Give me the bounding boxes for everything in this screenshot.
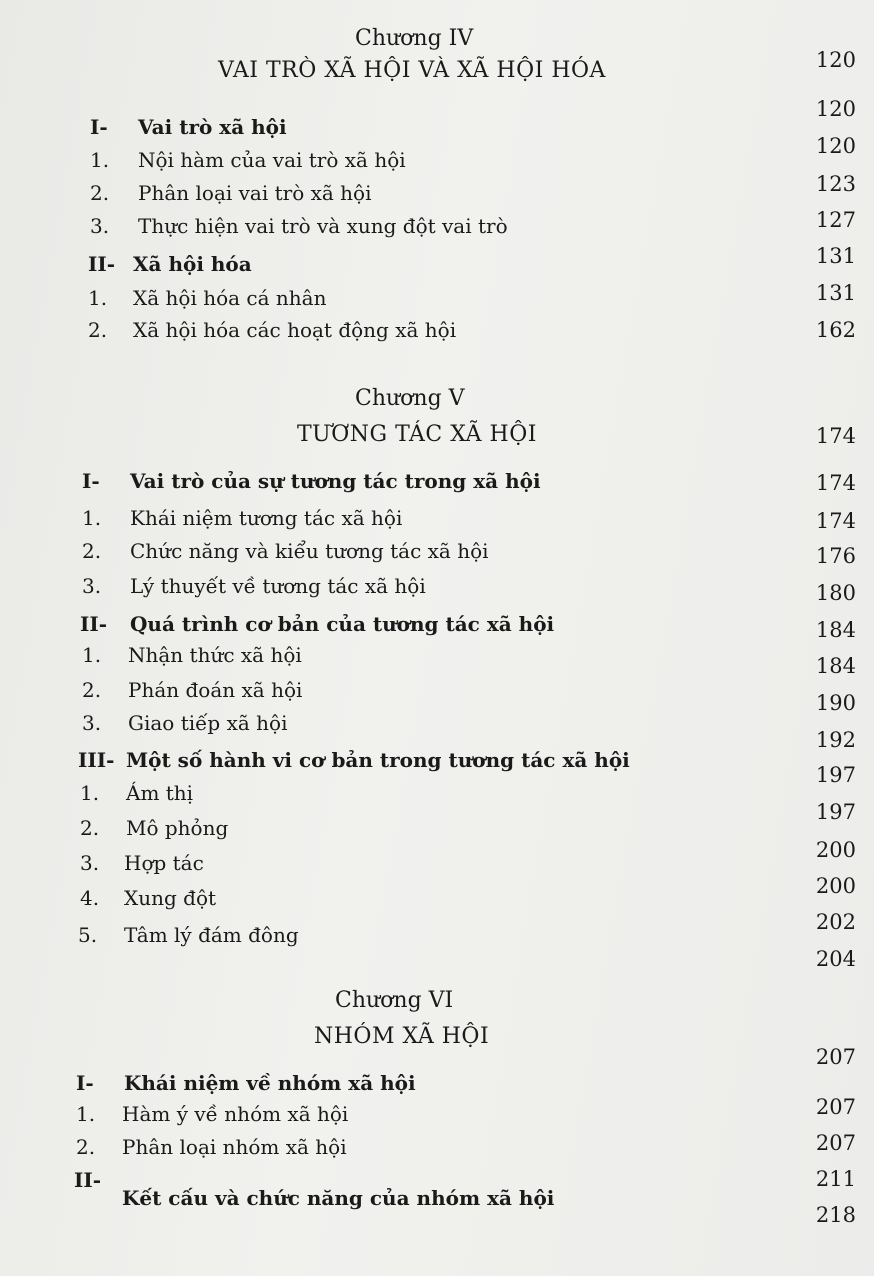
toc-entry-page: 184 xyxy=(815,654,856,678)
toc-entry-num: 2. xyxy=(80,816,100,840)
toc-entry-num: 2. xyxy=(88,318,108,342)
toc-entry-page: 120 xyxy=(815,97,856,121)
toc-entry-page: 127 xyxy=(815,208,856,232)
toc-entry-text: Một số hành vi cơ bản trong tương tác xã hội xyxy=(126,748,630,772)
toc-entry-num: III- xyxy=(78,748,115,772)
toc-entry-text: Hàm ý về nhóm xã hội xyxy=(122,1102,349,1126)
toc-entry-page: 204 xyxy=(815,947,856,971)
toc-entry-num: 3. xyxy=(82,711,102,735)
chapter-title: NHÓM XÃ HỘI xyxy=(314,1024,490,1049)
toc-entry-num: 3. xyxy=(80,851,100,875)
toc-entry-text: Chức năng và kiểu tương tác xã hội xyxy=(130,539,489,563)
toc-entry-num: 1. xyxy=(90,148,110,172)
toc-entry-num: 2. xyxy=(76,1135,96,1159)
toc-entry-text: Xã hội hóa xyxy=(133,252,252,276)
chapter-title-page: 120 xyxy=(815,48,856,72)
toc-entry-page: 174 xyxy=(815,509,856,533)
toc-entry-text: Khái niệm về nhóm xã hội xyxy=(124,1071,416,1095)
chapter-title: VAI TRÒ XÃ HỘI VÀ XÃ HỘI HÓA xyxy=(218,58,606,83)
chapter-title: TƯƠNG TÁC XÃ HỘI xyxy=(297,422,537,447)
toc-entry-num: I- xyxy=(90,115,108,139)
toc-entry-num: 1. xyxy=(82,506,102,530)
toc-entry-text: Xã hội hóa các hoạt động xã hội xyxy=(133,318,457,342)
chapter-heading: Chương IV xyxy=(355,26,474,51)
toc-entry-text: Vai trò của sự tương tác trong xã hội xyxy=(130,469,541,493)
toc-entry-num: 2. xyxy=(82,539,102,563)
toc-entry-text: Hợp tác xyxy=(124,851,204,875)
toc-entry-page: 192 xyxy=(815,728,856,752)
toc-entry-num: II- xyxy=(74,1168,102,1192)
toc-entry-page: 197 xyxy=(815,763,856,787)
toc-entry-page: 200 xyxy=(815,838,856,862)
toc-entry-page: 184 xyxy=(815,618,856,642)
toc-entry-text: Quá trình cơ bản của tương tác xã hội xyxy=(130,612,555,636)
chapter-title-page: 207 xyxy=(815,1045,856,1069)
toc-entry-page: 174 xyxy=(815,471,856,495)
toc-entry-page: 207 xyxy=(815,1095,856,1119)
toc-entry-num: 2. xyxy=(90,181,110,205)
toc-entry-page: 218 xyxy=(815,1203,856,1227)
toc-entry-page: 123 xyxy=(815,172,856,196)
toc-entry-text: Vai trò xã hội xyxy=(138,115,287,139)
toc-entry-page: 120 xyxy=(815,134,856,158)
chapter-heading: Chương VI xyxy=(335,988,454,1013)
toc-entry-num: 1. xyxy=(88,286,108,310)
toc-entry-num: II- xyxy=(88,252,116,276)
toc-entry-text: Lý thuyết về tương tác xã hội xyxy=(130,574,426,598)
toc-entry-num: 1. xyxy=(82,643,102,667)
toc-entry-text: Tâm lý đám đông xyxy=(124,923,299,947)
toc-entry-text: Phân loại nhóm xã hội xyxy=(122,1135,347,1159)
toc-entry-text: Mô phỏng xyxy=(126,816,229,840)
toc-entry-num: I- xyxy=(76,1071,94,1095)
toc-entry-text: Kết cấu và chức năng của nhóm xã hội xyxy=(122,1186,555,1210)
toc-entry-num: 4. xyxy=(80,886,100,910)
toc-entry-num: I- xyxy=(82,469,100,493)
toc-entry-text: Ám thị xyxy=(126,781,194,805)
toc-entry-page: 176 xyxy=(815,544,856,568)
toc-entry-page: 207 xyxy=(815,1131,856,1155)
toc-entry-text: Nhận thức xã hội xyxy=(128,643,302,667)
toc-entry-page: 202 xyxy=(815,910,856,934)
toc-entry-page: 131 xyxy=(815,244,856,268)
chapter-heading: Chương V xyxy=(355,386,465,411)
chapter-title-page: 174 xyxy=(815,424,856,448)
toc-entry-num: 3. xyxy=(82,574,102,598)
toc-entry-page: 131 xyxy=(815,281,856,305)
toc-entry-text: Xã hội hóa cá nhân xyxy=(133,286,327,310)
toc-entry-text: Nội hàm của vai trò xã hội xyxy=(138,148,406,172)
toc-entry-text: Giao tiếp xã hội xyxy=(128,711,288,735)
toc-entry-text: Phán đoán xã hội xyxy=(128,678,303,702)
toc-entry-text: Xung đột xyxy=(124,886,217,910)
toc-entry-page: 197 xyxy=(815,800,856,824)
toc-entry-text: Thực hiện vai trò và xung đột vai trò xyxy=(138,214,508,238)
toc-entry-page: 200 xyxy=(815,874,856,898)
toc-entry-page: 162 xyxy=(815,318,856,342)
toc-entry-num: 2. xyxy=(82,678,102,702)
toc-entry-num: 3. xyxy=(90,214,110,238)
toc-entry-text: Khái niệm tương tác xã hội xyxy=(130,506,403,530)
toc-entry-num: II- xyxy=(80,612,108,636)
toc-entry-num: 1. xyxy=(80,781,100,805)
toc-entry-page: 190 xyxy=(815,691,856,715)
toc-entry-page: 211 xyxy=(815,1167,856,1191)
toc-entry-num: 5. xyxy=(78,923,98,947)
toc-entry-page: 180 xyxy=(815,581,856,605)
toc-entry-num: 1. xyxy=(76,1102,96,1126)
toc-entry-text: Phân loại vai trò xã hội xyxy=(138,181,372,205)
